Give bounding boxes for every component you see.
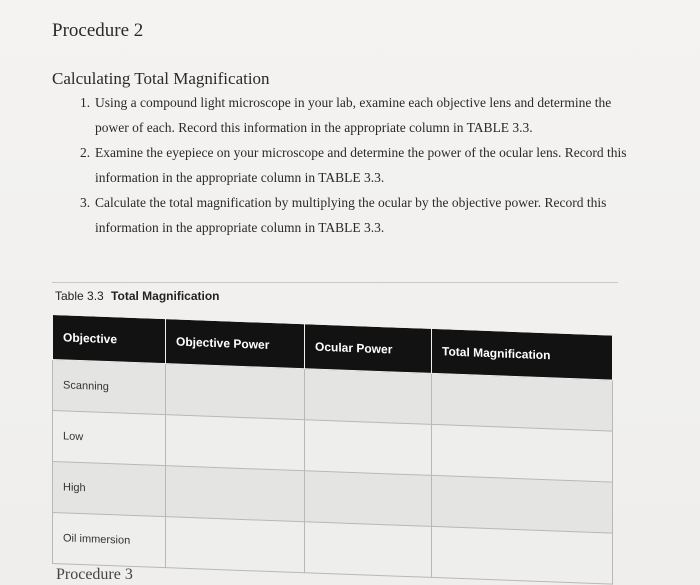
ocular-power-cell[interactable] (305, 420, 432, 476)
objective-cell: Oil immersion (53, 513, 166, 568)
step-number: 1. (80, 95, 91, 110)
step-item (80, 140, 640, 190)
total-magnification-cell[interactable] (432, 475, 613, 533)
step-number: 2. (80, 145, 91, 160)
total-magnification-cell[interactable] (432, 424, 613, 482)
procedure-title: Procedure 2 (52, 20, 144, 41)
ocular-power-cell[interactable] (305, 522, 432, 578)
step-text: Using a compound light microscope in your lab, examine each objective lens and determine the power of each. Record this information in the appropriate column in TABLE 3.3. (95, 95, 612, 135)
ocular-power-cell[interactable] (305, 471, 432, 527)
step-number: 3. (80, 195, 91, 210)
objective-power-cell[interactable] (166, 517, 305, 573)
header-objective-power: Objective Power (166, 319, 305, 369)
ocular-power-cell[interactable] (305, 369, 432, 425)
objective-power-cell[interactable] (166, 466, 305, 522)
step-item (80, 190, 640, 240)
total-magnification-cell[interactable] (432, 373, 613, 431)
total-magnification-cell[interactable] (432, 526, 613, 584)
objective-power-cell[interactable] (166, 415, 305, 471)
objective-cell: Scanning (53, 360, 166, 415)
step-text: Calculate the total magnification by multiplying the ocular by the objective power. Record this information in the appropriate column in TABLE 3.3. (95, 195, 607, 235)
table-title: Total Magnification (111, 289, 220, 303)
objective-cell: Low (53, 411, 166, 466)
table-container (52, 314, 612, 581)
table-caption (55, 289, 220, 303)
objective-power-cell[interactable] (166, 364, 305, 420)
section-title: Calculating Total Magnification (52, 69, 270, 88)
magnification-table (52, 314, 613, 585)
step-item (80, 90, 640, 140)
table-number: Table 3.3 (55, 289, 104, 303)
step-text: Examine the eyepiece on your microscope and determine the power of the ocular lens. Record this information in the appropriate column in TABLE 3.3. (95, 145, 627, 185)
steps-list (80, 90, 640, 240)
objective-cell: High (53, 462, 166, 517)
header-ocular-power: Ocular Power (305, 324, 432, 374)
header-objective: Objective (53, 315, 166, 364)
next-procedure-title: Procedure 3 (56, 566, 133, 583)
header-total-magnification: Total Magnification (432, 328, 613, 380)
divider (52, 282, 618, 283)
